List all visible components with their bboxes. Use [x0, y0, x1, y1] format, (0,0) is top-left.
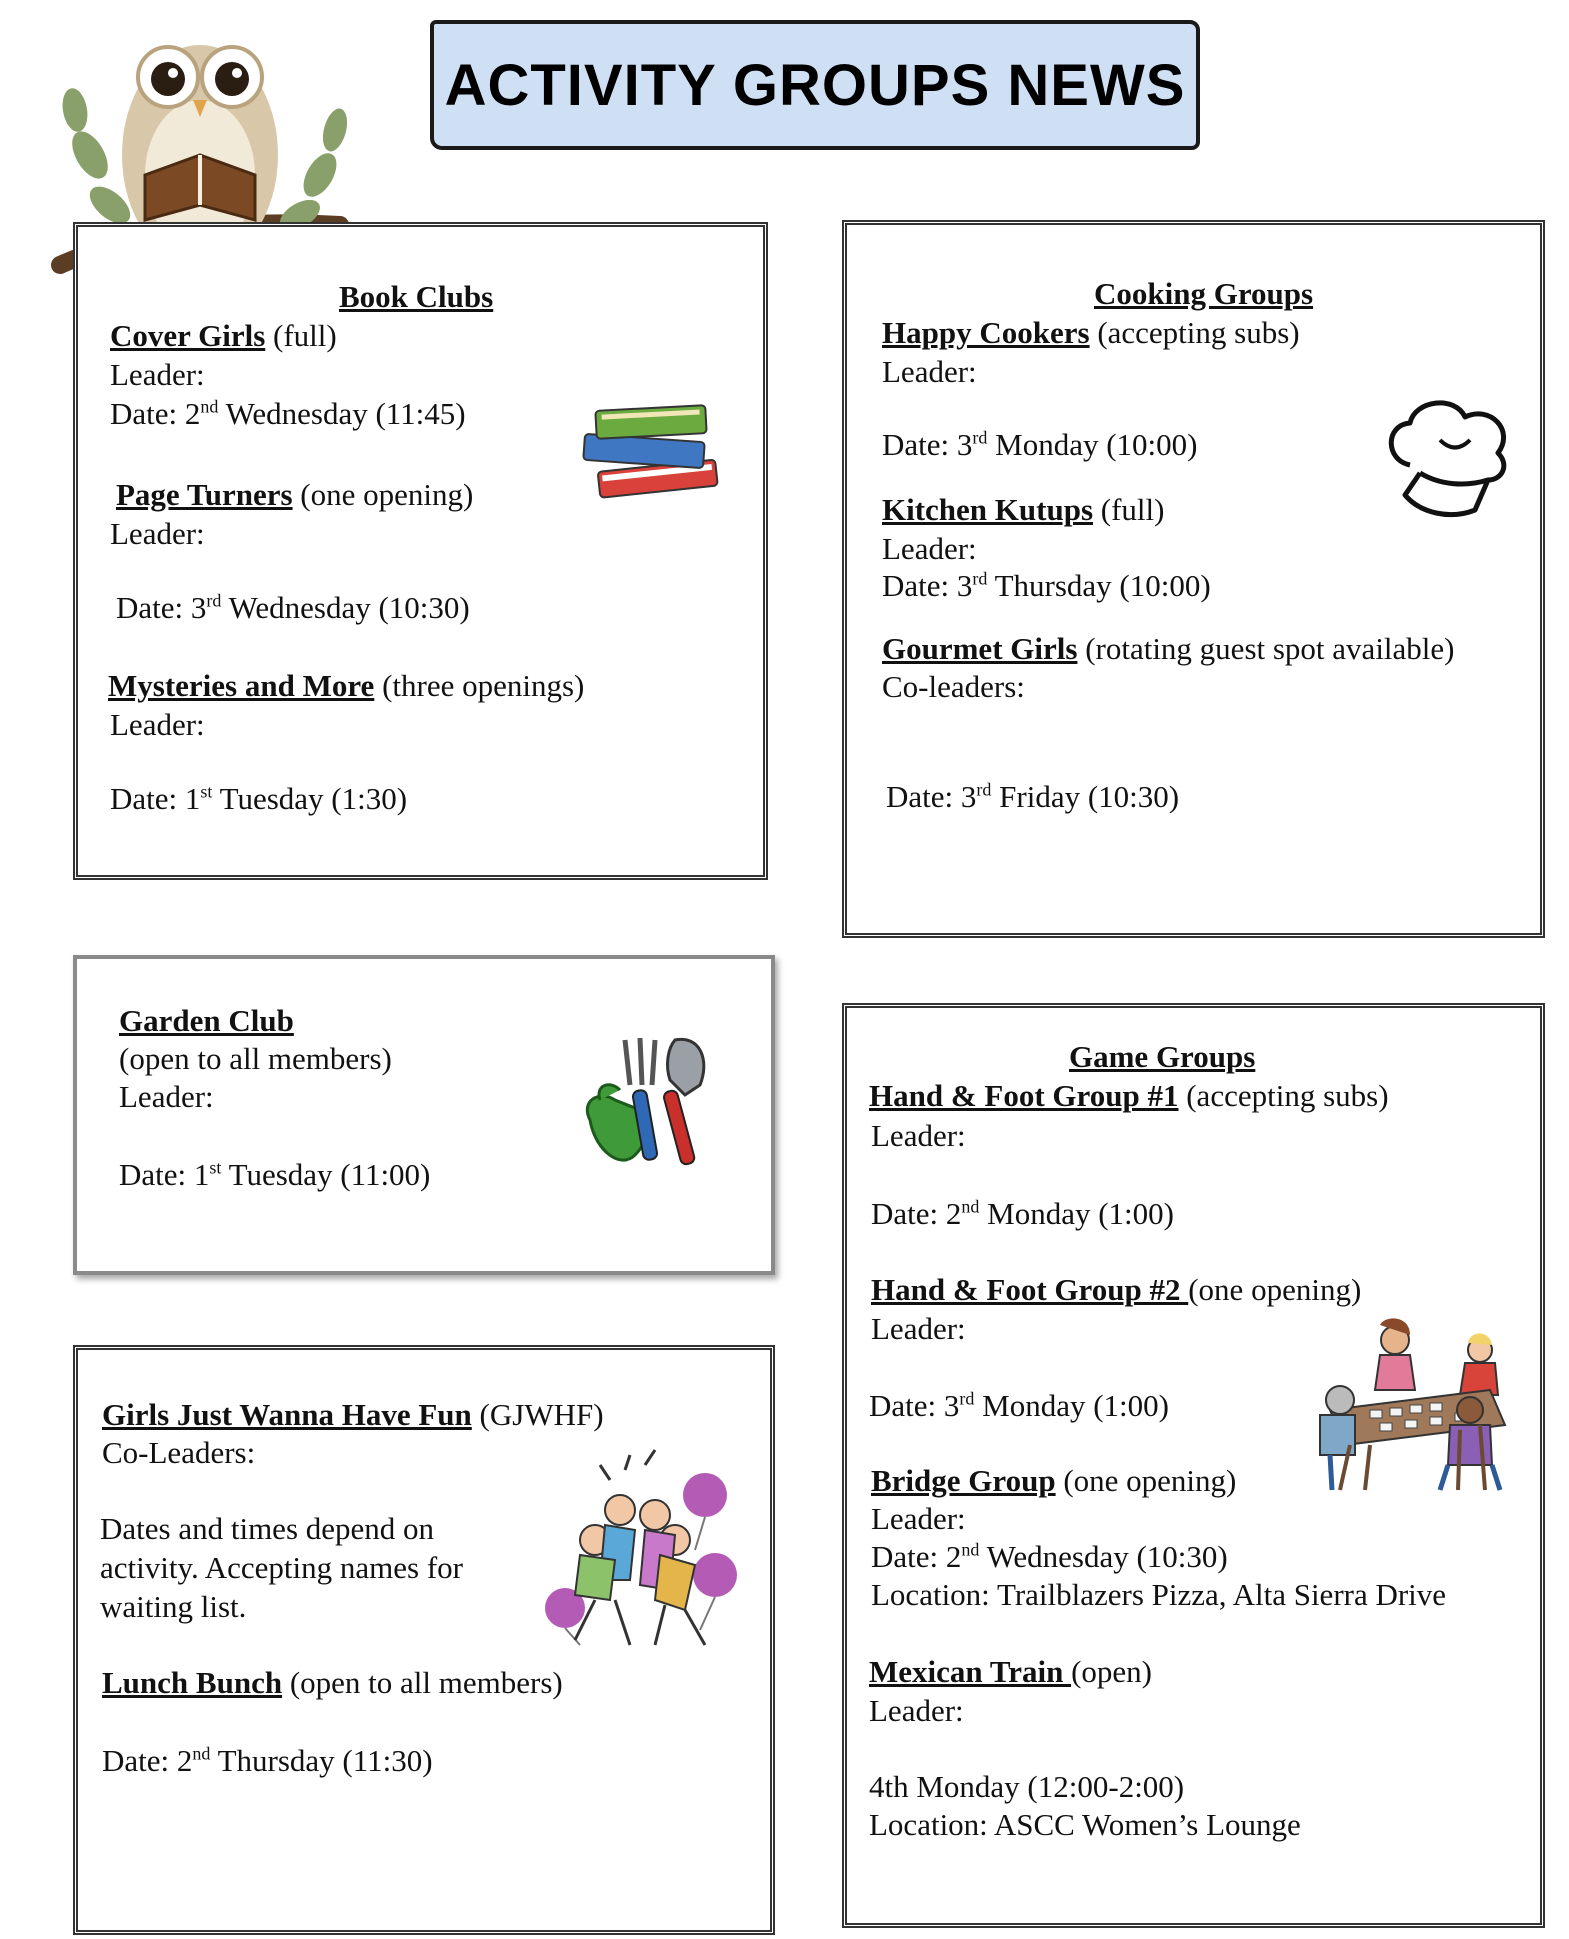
book-clubs-heading: Book Clubs — [339, 279, 494, 314]
happy-cookers-status: (accepting subs) — [1089, 315, 1300, 350]
mexican-train-status: (open) — [1071, 1654, 1152, 1689]
hf1-date — [871, 1195, 1174, 1233]
happy-cookers-date — [882, 426, 1197, 464]
hf2-date-post: Monday (1:00) — [974, 1388, 1169, 1423]
hf1-status: (accepting subs) — [1178, 1078, 1389, 1113]
page-turners-date-post: Wednesday (10:30) — [221, 590, 470, 625]
garden-club-name: Garden Club — [119, 1003, 294, 1038]
mexican-train-location: Location: ASCC Women’s Lounge — [869, 1807, 1301, 1842]
kitchen-kutups-status: (full) — [1093, 492, 1165, 527]
hf1-date-pre: Date: 2 — [871, 1196, 962, 1231]
page-turners-date-pre: Date: 3 — [116, 590, 207, 625]
kitchen-kutups-name: Kitchen Kutups — [882, 492, 1094, 527]
lunch-bunch-name: Lunch Bunch — [102, 1665, 283, 1700]
bridge-leader: Leader: — [871, 1501, 966, 1536]
gourmet-girls-date-sup: rd — [976, 779, 992, 800]
hf2-name: Hand & Foot Group #2 — [871, 1272, 1189, 1307]
garden-club-date-sup: st — [209, 1157, 222, 1178]
gjwhf-status: (GJWHF) — [471, 1397, 604, 1432]
mexican-train-title — [869, 1653, 1152, 1691]
bridge-date-pre: Date: 2 — [871, 1539, 962, 1574]
lunch-bunch-date-sup: nd — [192, 1743, 211, 1764]
gjwhf-line1: Dates and times depend on — [100, 1511, 435, 1546]
mysteries-date-sup: st — [200, 781, 213, 802]
chef-hat-icon — [1380, 395, 1515, 525]
gourmet-girls-status: (rotating guest spot available) — [1077, 631, 1455, 666]
mysteries-leader: Leader: — [110, 707, 205, 742]
gjwhf-leader: Co-Leaders: — [102, 1435, 256, 1470]
cover-girls-title — [110, 317, 337, 355]
hf2-title — [871, 1271, 1361, 1309]
page-turners-date — [116, 589, 470, 627]
kitchen-kutups-date-pre: Date: 3 — [882, 568, 973, 603]
cover-girls-date-sup: nd — [200, 396, 219, 417]
mysteries-name: Mysteries and More — [108, 668, 375, 703]
happy-cookers-name: Happy Cookers — [882, 315, 1090, 350]
hf1-title — [869, 1077, 1389, 1115]
mexican-train-date: 4th Monday (12:00-2:00) — [869, 1769, 1185, 1804]
cover-girls-name: Cover Girls — [110, 318, 266, 353]
lunch-bunch-date-pre: Date: 2 — [102, 1743, 193, 1778]
gourmet-girls-date-post: Friday (10:30) — [991, 779, 1180, 814]
gjwhf-title — [102, 1396, 604, 1434]
kitchen-kutups-title — [882, 491, 1164, 529]
card-players-icon — [1310, 1315, 1520, 1495]
happy-cookers-leader: Leader: — [882, 354, 977, 389]
bridge-location: Location: Trailblazers Pizza, Alta Sierra Drive — [871, 1577, 1447, 1612]
cover-girls-leader: Leader: — [110, 357, 205, 392]
gjwhf-name: Girls Just Wanna Have Fun — [102, 1397, 472, 1432]
garden-club-status: (open to all members) — [119, 1041, 392, 1076]
cover-girls-date-post: Wednesday (11:45) — [218, 396, 466, 431]
kitchen-kutups-date — [882, 567, 1211, 605]
hf1-date-sup: nd — [961, 1196, 980, 1217]
mexican-train-name: Mexican Train — [869, 1654, 1072, 1689]
bridge-date-post: Wednesday (10:30) — [979, 1539, 1228, 1574]
bridge-date-sup: nd — [961, 1539, 980, 1560]
gjwhf-line2: activity. Accepting names for — [100, 1550, 463, 1585]
game-groups-heading: Game Groups — [1069, 1039, 1256, 1074]
page-turners-title — [116, 476, 473, 514]
kitchen-kutups-date-post: Thursday (10:00) — [987, 568, 1211, 603]
hf2-status: (one opening) — [1188, 1272, 1362, 1307]
gjwhf-line3: waiting list. — [100, 1589, 247, 1624]
hf1-leader: Leader: — [871, 1118, 966, 1153]
kitchen-kutups-date-sup: rd — [972, 568, 988, 589]
gourmet-girls-date — [886, 778, 1179, 816]
happy-cookers-date-pre: Date: 3 — [882, 427, 973, 462]
mysteries-date — [110, 780, 407, 818]
mysteries-status: (three openings) — [374, 668, 585, 703]
garden-club-date-post: Tuesday (11:00) — [221, 1157, 431, 1192]
page-turners-status: (one opening) — [292, 477, 474, 512]
page-title: ACTIVITY GROUPS NEWS — [444, 52, 1186, 118]
lunch-bunch-title — [102, 1664, 563, 1702]
page-banner — [430, 20, 1200, 150]
garden-club-leader: Leader: — [119, 1079, 214, 1114]
cover-girls-date-pre: Date: 2 — [110, 396, 201, 431]
gourmet-girls-leader: Co-leaders: — [882, 669, 1025, 704]
mysteries-title — [108, 667, 584, 705]
cover-girls-status: (full) — [265, 318, 337, 353]
party-girls-icon — [535, 1440, 745, 1655]
bridge-name: Bridge Group — [871, 1463, 1056, 1498]
books-stack-icon — [578, 398, 728, 508]
garden-club-title — [119, 1002, 294, 1040]
lunch-bunch-status: (open to all members) — [282, 1665, 563, 1700]
gourmet-girls-date-pre: Date: 3 — [886, 779, 977, 814]
bridge-status: (one opening) — [1055, 1463, 1237, 1498]
hf2-date-sup: rd — [959, 1388, 975, 1409]
happy-cookers-date-sup: rd — [972, 427, 988, 448]
mexican-train-leader: Leader: — [869, 1693, 964, 1728]
bridge-title — [871, 1462, 1236, 1500]
hf2-date-pre: Date: 3 — [869, 1388, 960, 1423]
happy-cookers-date-post: Monday (10:00) — [987, 427, 1198, 462]
hf2-date — [869, 1387, 1169, 1425]
gourmet-girls-name: Gourmet Girls — [882, 631, 1078, 666]
hf1-name: Hand & Foot Group #1 — [869, 1078, 1179, 1113]
cover-girls-date — [110, 395, 466, 433]
hf1-date-post: Monday (1:00) — [979, 1196, 1174, 1231]
garden-club-date-pre: Date: 1 — [119, 1157, 210, 1192]
page-turners-name: Page Turners — [116, 477, 293, 512]
page-turners-leader: Leader: — [110, 516, 205, 551]
mysteries-date-post: Tuesday (1:30) — [212, 781, 408, 816]
hf2-leader: Leader: — [871, 1311, 966, 1346]
bridge-date — [871, 1538, 1228, 1576]
page-turners-date-sup: rd — [206, 590, 222, 611]
happy-cookers-title — [882, 314, 1300, 352]
lunch-bunch-date-post: Thursday (11:30) — [210, 1743, 433, 1778]
garden-club-date — [119, 1156, 430, 1194]
lunch-bunch-date — [102, 1742, 433, 1780]
mysteries-date-pre: Date: 1 — [110, 781, 201, 816]
gourmet-girls-title — [882, 630, 1455, 668]
kitchen-kutups-leader: Leader: — [882, 531, 977, 566]
garden-tools-icon — [580, 1030, 720, 1175]
cooking-groups-heading: Cooking Groups — [1094, 276, 1314, 311]
